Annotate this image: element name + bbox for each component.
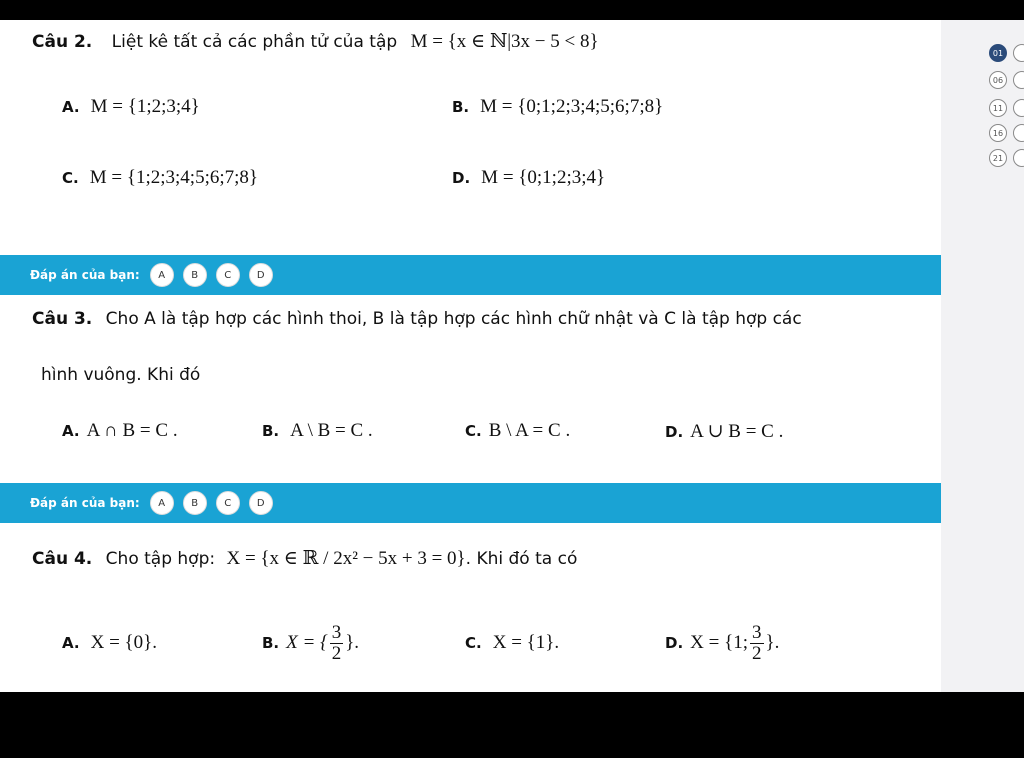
question-4-suffix: . Khi đó ta có [465, 549, 578, 569]
answer-bar-label: Đáp án của bạn: [30, 496, 140, 510]
q4-option-b-fraction [330, 623, 344, 664]
q3-option-c[interactable] [465, 420, 570, 442]
question-4-text: Cho tập hợp: [105, 549, 216, 569]
question-nav-partial[interactable] [1013, 99, 1024, 117]
answer-bar-label: Đáp án của bạn: [30, 268, 140, 282]
fraction-denominator: 2 [752, 642, 762, 664]
question-2-text: Liệt kê tất cả các phần tử của tập [111, 32, 398, 52]
question-3-line2: hình vuông. Khi đó [41, 365, 201, 385]
answer-choice-b[interactable]: B [183, 263, 207, 287]
question-nav-11[interactable]: 11 [989, 99, 1007, 117]
q3-option-a-expr: A ∩ B = C . [86, 420, 178, 441]
q3-option-b-expr: A \ B = C . [290, 420, 373, 441]
q3-option-a[interactable] [62, 420, 178, 442]
q3-option-d[interactable] [665, 420, 783, 443]
answer-choice-d[interactable]: D [249, 263, 273, 287]
top-black-bar [0, 0, 1024, 20]
answer-bar-q2 [0, 255, 941, 295]
question-navigator [941, 20, 1024, 692]
q4-option-b-pre: X = { [286, 632, 328, 654]
q3-option-c-label: C. [465, 422, 482, 440]
question-3-heading [32, 309, 802, 329]
q3-option-b-label: B. [262, 422, 280, 440]
answer-choice-a[interactable]: A [150, 491, 174, 515]
q4-option-c-label: C. [465, 634, 482, 652]
q2-option-b[interactable] [452, 96, 663, 118]
q2-option-d[interactable] [452, 167, 605, 189]
q2-option-c-label: C. [62, 169, 79, 187]
question-2-label: Câu 2. [32, 32, 93, 52]
q2-option-b-expr: M = {0;1;2;3;4;5;6;7;8} [480, 96, 664, 117]
question-4-label: Câu 4. [32, 549, 93, 569]
question-nav-partial[interactable] [1013, 44, 1024, 62]
q2-option-c[interactable] [62, 167, 258, 189]
fraction-denominator: 2 [331, 642, 342, 664]
q2-option-a[interactable] [62, 96, 200, 118]
q2-option-a-expr: M = {1;2;3;4} [90, 96, 200, 117]
q4-option-c-expr: X = {1}. [492, 632, 560, 653]
answer-choice-d[interactable]: D [249, 491, 273, 515]
q4-option-d-pre: X = {1; [690, 632, 749, 654]
q3-option-b[interactable] [262, 420, 373, 442]
answer-choice-a[interactable]: A [150, 263, 174, 287]
question-nav-01[interactable]: 01 [989, 44, 1007, 62]
question-nav-partial[interactable] [1013, 71, 1024, 89]
q2-option-b-label: B. [452, 98, 470, 116]
q4-option-a[interactable] [62, 632, 157, 654]
question-3-line1: Cho A là tập hợp các hình thoi, B là tập hợp các hình chữ nhật và C là tập hợp các [105, 309, 802, 329]
fraction-numerator: 3 [331, 622, 342, 643]
q2-option-d-expr: M = {0;1;2;3;4} [481, 167, 606, 188]
q3-option-d-expr: A ∪ B = C . [690, 421, 784, 442]
question-nav-partial[interactable] [1013, 124, 1024, 142]
answer-choice-b[interactable]: B [183, 491, 207, 515]
q3-option-d-label: D. [665, 423, 684, 441]
question-nav-partial[interactable] [1013, 149, 1024, 167]
question-4-set: X = {x ∈ ℝ / 2x² − 5x + 3 = 0} [226, 548, 466, 569]
q4-option-b-post: }. [345, 632, 360, 654]
question-2-set: M = {x ∈ ℕ|3x − 5 < 8} [410, 31, 599, 52]
question-3-label: Câu 3. [32, 309, 93, 329]
answer-choice-c[interactable]: C [216, 263, 240, 287]
q4-option-d-fraction [750, 623, 764, 664]
question-4-heading [32, 547, 577, 570]
fraction-numerator: 3 [752, 622, 762, 643]
q4-option-c[interactable] [465, 632, 559, 654]
q4-option-d[interactable] [665, 623, 779, 664]
q4-option-d-post: }. [765, 632, 780, 654]
q4-option-b-label: B. [262, 634, 280, 653]
bottom-black-bar [0, 692, 1024, 758]
question-2-heading [32, 30, 599, 53]
quiz-content [0, 20, 941, 692]
q4-option-b[interactable] [262, 623, 359, 664]
question-nav-16[interactable]: 16 [989, 124, 1007, 142]
answer-bar-q3 [0, 483, 941, 523]
q4-option-a-expr: X = {0}. [90, 632, 158, 653]
q2-option-a-label: A. [62, 98, 80, 116]
q3-option-c-expr: B \ A = C . [488, 420, 571, 441]
question-nav-21[interactable]: 21 [989, 149, 1007, 167]
answer-choice-c[interactable]: C [216, 491, 240, 515]
q4-option-a-label: A. [62, 634, 80, 652]
question-nav-06[interactable]: 06 [989, 71, 1007, 89]
q3-option-a-label: A. [62, 422, 80, 440]
q2-option-d-label: D. [452, 169, 471, 187]
q4-option-d-label: D. [665, 634, 684, 653]
q2-option-c-expr: M = {1;2;3;4;5;6;7;8} [89, 167, 259, 188]
